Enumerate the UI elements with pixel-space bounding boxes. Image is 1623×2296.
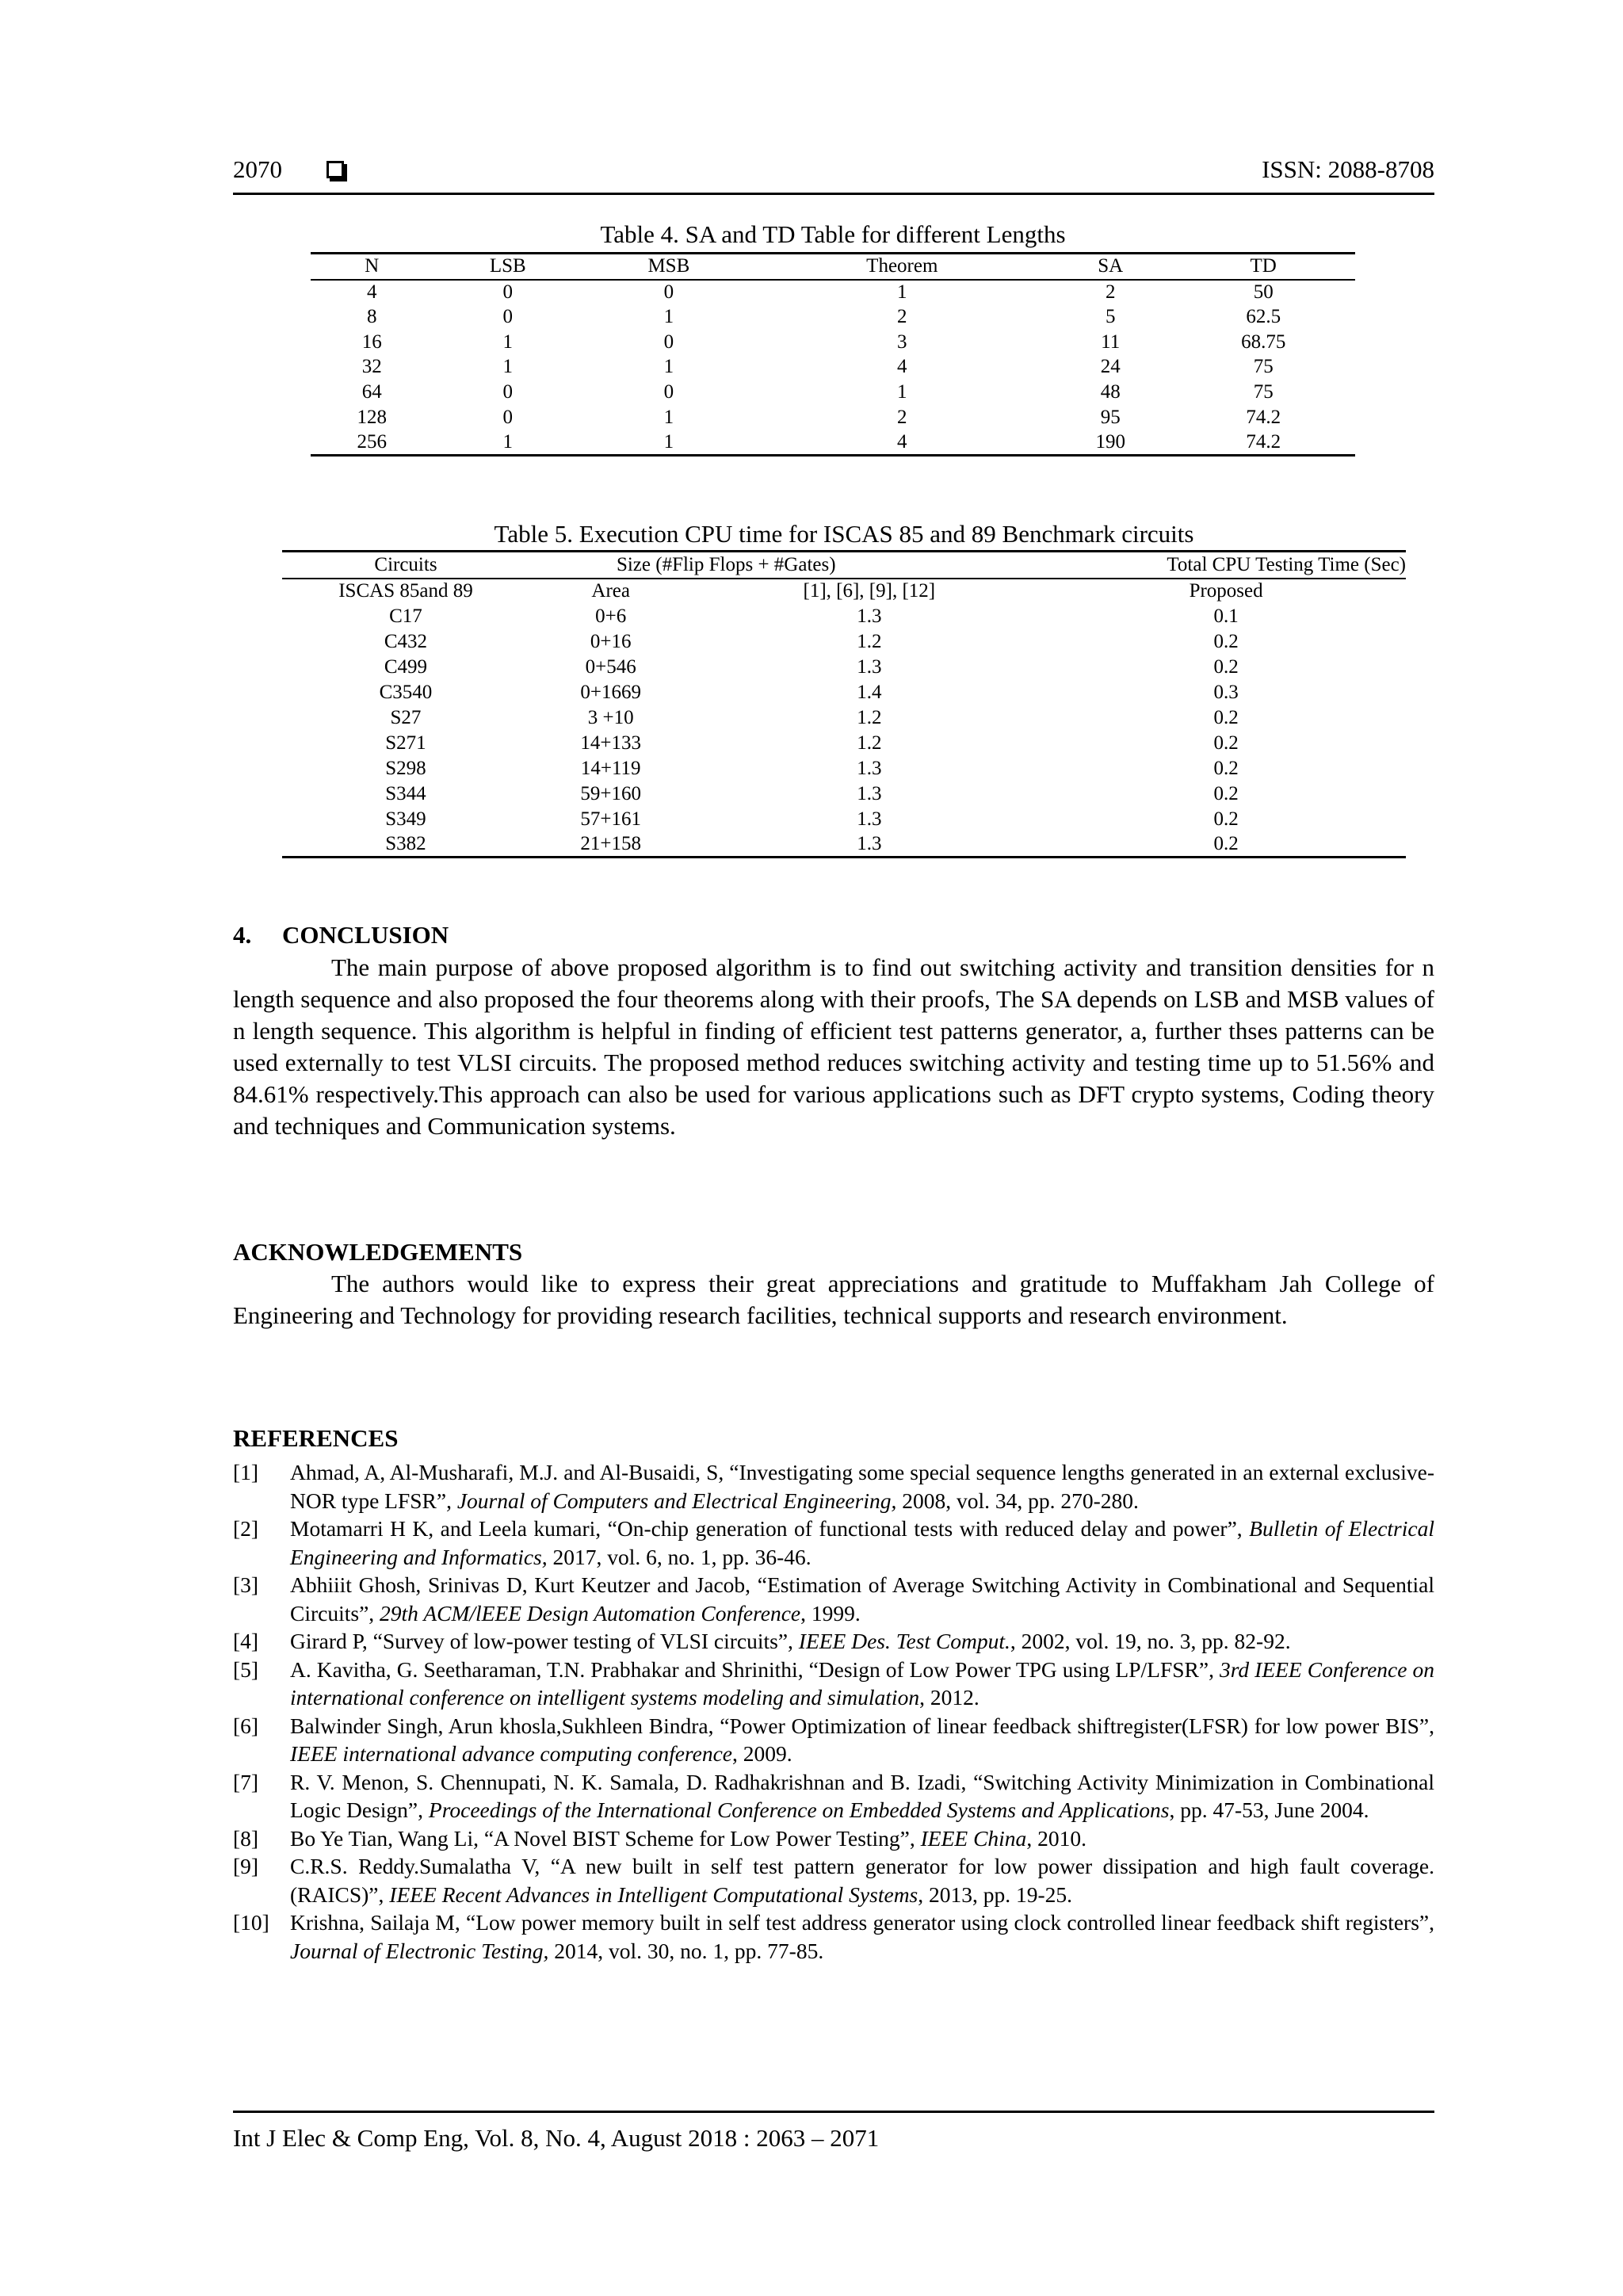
reference-source: Bulletin of Electrical Engineering and Informatics, xyxy=(290,1516,1434,1569)
table-row xyxy=(311,380,1355,405)
table-cell: S27 xyxy=(390,706,422,728)
page-number: 2070 xyxy=(233,155,282,183)
conclusion-heading: 4. CONCLUSION xyxy=(233,921,449,949)
table-cell: 1.3 xyxy=(857,605,882,627)
table-cell: 0.2 xyxy=(1213,732,1239,754)
page-header xyxy=(233,155,1434,195)
reference-source: 29th ACM/lEEE Design Automation Conference xyxy=(380,1600,801,1626)
table-row xyxy=(282,604,1406,629)
table-row xyxy=(282,731,1406,756)
table-cell: 21+158 xyxy=(529,832,692,858)
table-cell: 0+6 xyxy=(595,605,627,627)
table-cell: 75 xyxy=(1253,356,1274,378)
table-cell: C499 xyxy=(384,655,428,678)
table-cell: 0.3 xyxy=(1213,681,1239,703)
table-row xyxy=(282,832,1406,858)
table5 xyxy=(282,550,1406,858)
reference-number: [2] xyxy=(233,1516,259,1541)
reference-item xyxy=(233,1571,1434,1627)
reference-number: [10] xyxy=(233,1910,269,1935)
table-cell: 74.2 xyxy=(1246,406,1281,428)
table-cell: 0 xyxy=(502,306,514,328)
table-cell: 5 xyxy=(1105,306,1116,328)
table-cell: S349 xyxy=(385,808,426,830)
reference-item xyxy=(233,1627,1434,1656)
table-cell: 1.3 xyxy=(692,832,1046,858)
table-cell: 50 xyxy=(1253,281,1274,303)
table-cell: S271 xyxy=(385,732,426,754)
table5-caption: Table 5. Execution CPU time for ISCAS 85 and 89 Benchmark circuits xyxy=(494,520,1194,548)
reference-source: Proceedings of the International Conference on Embedded Systems and Applications xyxy=(428,1797,1170,1822)
table-cell: 256 xyxy=(311,430,433,456)
table-cell: 0 xyxy=(502,381,514,403)
table-cell: 57+161 xyxy=(580,808,641,830)
table-cell: 16 xyxy=(361,330,382,353)
table-header-row xyxy=(311,254,1355,280)
table-cell: 1 xyxy=(663,306,674,328)
reference-details: , pp. 47-53, June 2004. xyxy=(1169,1797,1369,1822)
table-cell: 1.3 xyxy=(857,655,882,678)
table-row xyxy=(311,280,1355,305)
reference-text: Bo Ye Tian, Wang Li, “A Novel BIST Scheme for Low Power Testing”, xyxy=(290,1825,921,1851)
table-cell: 95 xyxy=(1100,406,1121,428)
reference-text: C.R.S. Reddy.Sumalatha V, “A new built in self test pattern generator for low power dissipation and high fault coverage. (RAICS)”, xyxy=(290,1854,1434,1907)
table-cell: 2 xyxy=(1105,281,1116,303)
table-cell: 0.1 xyxy=(1213,605,1239,627)
table-cell: 1.2 xyxy=(857,706,882,728)
reference-details: 2014, vol. 30, no. 1, pp. 77-85. xyxy=(548,1938,824,1963)
table4 xyxy=(311,252,1355,457)
reference-source: IEEE Recent Advances in Intelligent Computational Systems xyxy=(389,1881,918,1907)
reference-item xyxy=(233,1824,1434,1853)
table-cell: S382 xyxy=(282,832,529,858)
table-row xyxy=(311,405,1355,430)
table-cell: 1.4 xyxy=(857,681,882,703)
reference-source: IEEE China xyxy=(920,1825,1027,1851)
reference-number: [3] xyxy=(233,1572,259,1597)
table-cell: 1.3 xyxy=(857,808,882,830)
table-cell: 0 xyxy=(502,406,514,428)
reference-number: [4] xyxy=(233,1629,259,1653)
column-header: MSB xyxy=(582,254,754,280)
reference-item xyxy=(233,1458,1434,1515)
table-cell: 0 xyxy=(502,281,514,303)
table-cell: 14+119 xyxy=(580,757,641,779)
table-cell: 1.3 xyxy=(857,757,882,779)
reference-source: IEEE international advance computing conference xyxy=(290,1741,732,1766)
footer-citation: Int J Elec & Comp Eng, Vol. 8, No. 4, August 2018 : 2063 – 2071 xyxy=(233,2124,880,2152)
table-cell: 0.2 xyxy=(1213,808,1239,830)
table-cell: 2 xyxy=(897,406,907,428)
table-cell: 4 xyxy=(366,281,377,303)
column-header: Total CPU Testing Time (Sec) xyxy=(1046,552,1406,579)
table-cell: 0+546 xyxy=(585,655,636,678)
reference-text: Motamarri H K, and Leela kumari, “On-chip generation of functional tests with reduced delay and power”, xyxy=(290,1516,1250,1541)
table-row xyxy=(311,330,1355,355)
reference-item xyxy=(233,1656,1434,1712)
table-cell: 1 xyxy=(897,281,907,303)
table-cell: S344 xyxy=(385,782,426,804)
reference-number: [6] xyxy=(233,1713,259,1738)
table-cell: 4 xyxy=(755,430,1049,456)
table-cell: 68.75 xyxy=(1241,330,1286,353)
reference-number: [9] xyxy=(233,1854,259,1878)
table-cell: 4 xyxy=(897,356,907,378)
acknowledgements-heading: ACKNOWLEDGEMENTS xyxy=(233,1238,523,1266)
table-header-row xyxy=(282,552,1406,579)
reference-number: [7] xyxy=(233,1769,259,1794)
reference-number: [1] xyxy=(233,1460,259,1484)
table-cell: 3 +10 xyxy=(587,706,634,728)
table-cell: 1 xyxy=(502,356,514,378)
table-cell: 0.2 xyxy=(1213,757,1239,779)
reference-text: R. V. Menon, S. Chennupati, N. K. Samala, D. Radhakrishnan and B. Izadi, “Switching Activity Minimization in Combinational Logic Design”, xyxy=(290,1769,1434,1822)
table-cell: C432 xyxy=(384,630,428,652)
reference-details: , 2013, pp. 19-25. xyxy=(918,1881,1073,1907)
table-cell: 48 xyxy=(1100,381,1121,403)
conclusion-text xyxy=(233,952,1434,1142)
column-header: LSB xyxy=(433,254,582,280)
reference-text: A. Kavitha, G. Seetharaman, T.N. Prabhakar and Shrinithi, “Design of Low Power TPG using LP/LFSR”, xyxy=(290,1656,1220,1682)
table-row xyxy=(282,781,1406,807)
table-cell: 1.3 xyxy=(857,782,882,804)
table-cell: 1 xyxy=(663,356,674,378)
table-cell: 14+133 xyxy=(580,732,641,754)
reference-item xyxy=(233,1908,1434,1965)
column-header: N xyxy=(311,254,433,280)
table-cell: 75 xyxy=(1253,381,1274,403)
table-cell: 3 xyxy=(897,330,907,353)
table-cell: 1 xyxy=(897,381,907,403)
reference-source: Journal of Computers and Electrical Engineering, xyxy=(456,1488,897,1513)
reference-number: [8] xyxy=(233,1825,259,1851)
table-row xyxy=(282,807,1406,832)
table-cell: 32 xyxy=(361,356,382,378)
table-cell: C17 xyxy=(389,605,422,627)
reference-text: Girard P, “Survey of low-power testing of VLSI circuits”, xyxy=(290,1629,799,1653)
table-cell: 0.2 xyxy=(1213,630,1239,652)
issn: ISSN: 2088-8708 xyxy=(1262,155,1434,183)
column-header: Circuits xyxy=(282,552,529,579)
table-row xyxy=(311,430,1355,456)
reference-item xyxy=(233,1852,1434,1908)
table-row xyxy=(311,304,1355,330)
table4-caption: Table 4. SA and TD Table for different Lengths xyxy=(600,220,1066,248)
table-cell: 0.2 xyxy=(1213,782,1239,804)
reference-source: 3rd IEEE Conference on international conference on intelligent systems modeling and simulation xyxy=(290,1656,1434,1710)
table-cell: [1], [6], [9], [12] xyxy=(803,580,936,602)
references-list xyxy=(233,1458,1434,1965)
page-footer xyxy=(233,2111,1434,2153)
table-cell: C3540 xyxy=(379,681,433,703)
table-cell: 128 xyxy=(357,406,387,428)
table-cell: 1 xyxy=(663,406,674,428)
table-cell: 1.2 xyxy=(857,732,882,754)
table-cell: 11 xyxy=(1101,330,1121,353)
table-row xyxy=(282,629,1406,655)
reference-details: , 2010. xyxy=(1026,1825,1086,1851)
reference-item xyxy=(233,1515,1434,1571)
table-cell: 1.2 xyxy=(857,630,882,652)
table-cell: 0.2 xyxy=(1046,832,1406,858)
table-row xyxy=(282,579,1406,604)
table-cell: Proposed xyxy=(1189,580,1263,602)
table-cell: 1 xyxy=(582,430,754,456)
reference-item xyxy=(233,1768,1434,1824)
table-cell: 0 xyxy=(663,381,674,403)
table5-body xyxy=(282,579,1406,858)
table-cell: 0.2 xyxy=(1213,655,1239,678)
table-cell: 0 xyxy=(663,281,674,303)
table-cell: 24 xyxy=(1100,356,1121,378)
table-row xyxy=(282,680,1406,705)
table-cell: 64 xyxy=(361,381,382,403)
table-cell: 2 xyxy=(897,306,907,328)
table-cell: 1 xyxy=(433,430,582,456)
table-row xyxy=(311,355,1355,380)
table-cell: 59+160 xyxy=(580,782,641,804)
table-cell: 0+16 xyxy=(590,630,632,652)
table-cell: 0+1669 xyxy=(580,681,641,703)
references-heading: REFERENCES xyxy=(233,1424,399,1452)
table-cell: 190 xyxy=(1049,430,1171,456)
table4-body xyxy=(311,280,1355,456)
table-cell: Area xyxy=(591,580,630,602)
table-row xyxy=(282,756,1406,781)
conclusion-body: The main purpose of above proposed algorithm is to find out switching activity and transition densities for n length sequence and also proposed the four theorems along with their proofs, The SA depends on LSB and MSB values of n length sequence. This algorithm is helpful in finding of efficient test patterns generator, a, further thses patterns can be used externally to test VLSI circuits. The proposed method reduces switching activity and testing time up to 51.56% and 84.61% respectively.This approach can also be used for various applications such as DFT crypto systems, Coding theory and techniques and Communication systems. xyxy=(233,953,1434,1140)
reference-source: IEEE Des. Test Comput. xyxy=(798,1629,1010,1653)
reference-text: Ahmad, A, Al-Musharafi, M.J. and Al-Busaidi, S, “Investigating some special sequence lengths generated in an external exclusive-NOR type LFSR”, xyxy=(290,1460,1434,1513)
reference-text: Abhiiit Ghosh, Srinivas D, Kurt Keutzer and Jacob, “Estimation of Average Switching Activity in Combinational and Sequential Circuits”, xyxy=(290,1572,1434,1626)
table-cell: 8 xyxy=(366,306,377,328)
reference-item xyxy=(233,1712,1434,1768)
table-cell: 74.2 xyxy=(1171,430,1355,456)
acknowledgements-text xyxy=(233,1268,1434,1331)
reference-details: , 2012. xyxy=(919,1685,980,1710)
column-header: Size (#Flip Flops + #Gates) xyxy=(529,552,1046,579)
reference-details: 2017, vol. 6, no. 1, pp. 36-46. xyxy=(547,1544,812,1569)
table-cell: 0.2 xyxy=(1213,706,1239,728)
reference-details: , 2002, vol. 19, no. 3, pp. 82-92. xyxy=(1010,1629,1291,1653)
box-icon xyxy=(327,161,344,178)
column-header: Theorem xyxy=(755,254,1049,280)
reference-text: Krishna, Sailaja M, “Low power memory built in self test address generator using clock controlled linear feedback shift registers”, xyxy=(290,1910,1434,1935)
table-cell: 1 xyxy=(502,330,514,353)
table-cell: S298 xyxy=(385,757,426,779)
reference-source: Journal of Electronic Testing, xyxy=(290,1938,549,1963)
reference-number: [5] xyxy=(233,1656,259,1682)
table-row xyxy=(282,705,1406,731)
column-header: TD xyxy=(1171,254,1355,280)
reference-details: , 1999. xyxy=(800,1600,861,1626)
table-cell: 62.5 xyxy=(1246,306,1281,328)
table-cell: 0 xyxy=(663,330,674,353)
column-header: SA xyxy=(1049,254,1171,280)
reference-text: Balwinder Singh, Arun khosla,Sukhleen Bindra, “Power Optimization of linear feedback shiftregister(LFSR) for low power BIS”, xyxy=(290,1713,1434,1738)
reference-details: , 2009. xyxy=(731,1741,792,1766)
table-row xyxy=(282,655,1406,680)
table-cell: ISCAS 85and 89 xyxy=(338,580,473,602)
reference-details: 2008, vol. 34, pp. 270-280. xyxy=(896,1488,1139,1513)
acknowledgements-body: The authors would like to express their great appreciations and gratitude to Muffakham Jah College of Engineering and Technology for providing research facilities, technical supports and research environment. xyxy=(233,1270,1434,1329)
